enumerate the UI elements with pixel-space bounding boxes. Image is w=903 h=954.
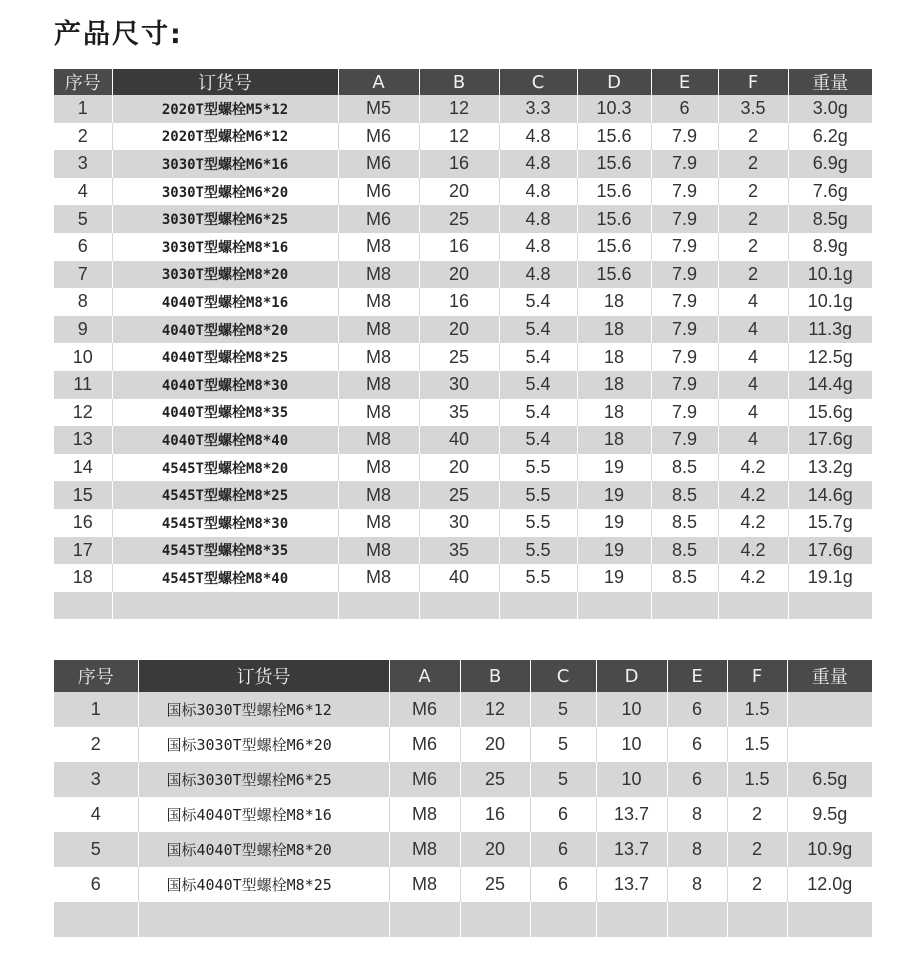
cell-d: 18: [577, 316, 651, 344]
cell-weight: 17.6g: [788, 537, 872, 565]
cell-a: M8: [338, 233, 419, 261]
cell-weight: 19.1g: [788, 564, 872, 592]
cell-e: [651, 592, 718, 620]
cell-e: 7.9: [651, 316, 718, 344]
cell-d: [577, 592, 651, 620]
header-no: 序号: [54, 69, 112, 95]
cell-d: [596, 902, 667, 937]
cell-d: 19: [577, 537, 651, 565]
header-order-code: 订货号: [138, 660, 389, 692]
cell-d: 19: [577, 509, 651, 537]
cell-b: 20: [460, 727, 530, 762]
cell-e: 8: [667, 867, 727, 902]
cell-c: 5.5: [499, 537, 577, 565]
cell-f: 4.2: [718, 454, 788, 482]
cell-e: 7.9: [651, 288, 718, 316]
cell-e: 8.5: [651, 509, 718, 537]
cell-f: 2: [718, 123, 788, 151]
cell-d: 13.7: [596, 797, 667, 832]
cell-weight: 9.5g: [787, 797, 872, 832]
header-d: D: [596, 660, 667, 692]
cell-a: M8: [338, 261, 419, 289]
cell-d: 15.6: [577, 205, 651, 233]
table-row: [54, 902, 872, 937]
cell-weight: 11.3g: [788, 316, 872, 344]
cell-b: 25: [460, 762, 530, 797]
cell-f: 2: [727, 797, 787, 832]
cell-order-code: 国标4040T型螺栓M8*20: [138, 832, 389, 867]
cell-a: M6: [338, 123, 419, 151]
cell-order-code: 3030T型螺栓M6*20: [112, 178, 338, 206]
header-b: B: [419, 69, 499, 95]
cell-f: 2: [718, 261, 788, 289]
cell-b: 20: [419, 316, 499, 344]
cell-d: 15.6: [577, 178, 651, 206]
cell-no: 1: [54, 95, 112, 123]
cell-d: 10.3: [577, 95, 651, 123]
cell-c: 5: [530, 727, 596, 762]
cell-b: 35: [419, 399, 499, 427]
cell-b: 25: [460, 867, 530, 902]
cell-no: 2: [54, 727, 138, 762]
table-row: [54, 288, 872, 316]
cell-f: 4: [718, 426, 788, 454]
cell-b: 35: [419, 537, 499, 565]
cell-no: [54, 592, 112, 620]
cell-b: 25: [419, 343, 499, 371]
cell-no: 4: [54, 797, 138, 832]
cell-c: [499, 592, 577, 620]
cell-e: 7.9: [651, 150, 718, 178]
cell-no: 17: [54, 537, 112, 565]
cell-no: 18: [54, 564, 112, 592]
cell-e: 7.9: [651, 371, 718, 399]
cell-e: 8: [667, 832, 727, 867]
cell-f: 4: [718, 288, 788, 316]
cell-d: 15.6: [577, 123, 651, 151]
table-row: [54, 692, 872, 727]
cell-f: 4: [718, 371, 788, 399]
cell-b: 16: [419, 233, 499, 261]
table-row: [54, 509, 872, 537]
cell-c: 5.4: [499, 288, 577, 316]
cell-weight: 15.6g: [788, 399, 872, 427]
cell-no: 5: [54, 205, 112, 233]
bolt-size-table: [54, 69, 872, 619]
table-row: [54, 832, 872, 867]
header-weight: 重量: [787, 660, 872, 692]
cell-e: 8.5: [651, 537, 718, 565]
cell-c: 4.8: [499, 150, 577, 178]
header-d: D: [577, 69, 651, 95]
cell-weight: 10.9g: [787, 832, 872, 867]
table-row: [54, 592, 872, 620]
cell-d: 10: [596, 727, 667, 762]
cell-d: 18: [577, 399, 651, 427]
cell-d: 15.6: [577, 233, 651, 261]
cell-no: [54, 902, 138, 937]
cell-c: 4.8: [499, 261, 577, 289]
cell-e: 8.5: [651, 564, 718, 592]
cell-d: 18: [577, 288, 651, 316]
cell-a: M8: [338, 509, 419, 537]
cell-weight: 17.6g: [788, 426, 872, 454]
header-b: B: [460, 660, 530, 692]
cell-order-code: 国标3030T型螺栓M6*12: [138, 692, 389, 727]
cell-a: M8: [338, 343, 419, 371]
cell-f: 2: [727, 832, 787, 867]
cell-a: M8: [338, 564, 419, 592]
cell-e: 6: [667, 692, 727, 727]
header-f: F: [718, 69, 788, 95]
cell-e: 7.9: [651, 205, 718, 233]
table-row: [54, 123, 872, 151]
cell-f: 4.2: [718, 481, 788, 509]
cell-weight: 15.7g: [788, 509, 872, 537]
cell-weight: 6.5g: [787, 762, 872, 797]
cell-no: 6: [54, 233, 112, 261]
cell-f: 2: [718, 233, 788, 261]
cell-f: 1.5: [727, 727, 787, 762]
cell-d: 18: [577, 343, 651, 371]
cell-b: 30: [419, 509, 499, 537]
cell-c: 5.4: [499, 371, 577, 399]
header-e: E: [667, 660, 727, 692]
cell-no: 2: [54, 123, 112, 151]
cell-a: M6: [338, 150, 419, 178]
cell-order-code: 国标4040T型螺栓M8*25: [138, 867, 389, 902]
cell-order-code: [112, 592, 338, 620]
cell-b: 30: [419, 371, 499, 399]
table-header-row: [54, 69, 872, 95]
page-title: 产品尺寸:: [54, 19, 183, 50]
cell-no: 9: [54, 316, 112, 344]
cell-a: M6: [389, 727, 460, 762]
cell-f: 4.2: [718, 537, 788, 565]
table-row: [54, 867, 872, 902]
cell-a: M6: [338, 205, 419, 233]
cell-b: 12: [419, 95, 499, 123]
cell-weight: [787, 902, 872, 937]
header-c: C: [530, 660, 596, 692]
cell-a: M8: [338, 426, 419, 454]
cell-weight: 14.4g: [788, 371, 872, 399]
cell-no: 10: [54, 343, 112, 371]
cell-order-code: 国标3030T型螺栓M6*20: [138, 727, 389, 762]
cell-order-code: 4040T型螺栓M8*30: [112, 371, 338, 399]
table-row: [54, 178, 872, 206]
cell-b: 12: [460, 692, 530, 727]
cell-f: 4: [718, 343, 788, 371]
table-row: [54, 261, 872, 289]
cell-a: [338, 592, 419, 620]
table-row: [54, 762, 872, 797]
cell-a: M6: [338, 178, 419, 206]
cell-order-code: 2020T型螺栓M5*12: [112, 95, 338, 123]
cell-b: 16: [419, 288, 499, 316]
cell-e: 7.9: [651, 399, 718, 427]
cell-e: 6: [651, 95, 718, 123]
cell-order-code: 3030T型螺栓M6*25: [112, 205, 338, 233]
cell-f: 4.2: [718, 564, 788, 592]
cell-weight: 6.2g: [788, 123, 872, 151]
cell-c: 5.5: [499, 564, 577, 592]
table-row: [54, 95, 872, 123]
cell-weight: 10.1g: [788, 261, 872, 289]
cell-a: M8: [338, 371, 419, 399]
cell-weight: 8.9g: [788, 233, 872, 261]
cell-no: 3: [54, 762, 138, 797]
cell-c: 4.8: [499, 123, 577, 151]
cell-a: M8: [338, 454, 419, 482]
cell-c: 5.5: [499, 481, 577, 509]
cell-no: 13: [54, 426, 112, 454]
cell-weight: 10.1g: [788, 288, 872, 316]
cell-e: 8.5: [651, 481, 718, 509]
cell-e: 7.9: [651, 123, 718, 151]
header-a: A: [338, 69, 419, 95]
cell-weight: [787, 727, 872, 762]
cell-weight: 8.5g: [788, 205, 872, 233]
cell-e: 7.9: [651, 233, 718, 261]
cell-f: 1.5: [727, 692, 787, 727]
cell-a: M8: [338, 288, 419, 316]
cell-weight: 3.0g: [788, 95, 872, 123]
cell-b: 40: [419, 564, 499, 592]
cell-b: [460, 902, 530, 937]
cell-c: 5.5: [499, 454, 577, 482]
cell-c: 5.4: [499, 399, 577, 427]
cell-order-code: 3030T型螺栓M6*16: [112, 150, 338, 178]
table-row: [54, 454, 872, 482]
cell-order-code: 4545T型螺栓M8*40: [112, 564, 338, 592]
cell-no: 6: [54, 867, 138, 902]
header-a: A: [389, 660, 460, 692]
cell-e: 6: [667, 762, 727, 797]
cell-a: M6: [389, 762, 460, 797]
table-row: [54, 481, 872, 509]
cell-weight: 7.6g: [788, 178, 872, 206]
cell-c: 4.8: [499, 205, 577, 233]
cell-no: 11: [54, 371, 112, 399]
cell-b: 12: [419, 123, 499, 151]
cell-a: M8: [338, 316, 419, 344]
cell-b: 25: [419, 481, 499, 509]
cell-weight: 13.2g: [788, 454, 872, 482]
cell-f: 2: [718, 150, 788, 178]
cell-c: 5.4: [499, 343, 577, 371]
table-row: [54, 150, 872, 178]
cell-weight: [788, 592, 872, 620]
cell-e: 8: [667, 797, 727, 832]
cell-c: 4.8: [499, 233, 577, 261]
cell-no: 15: [54, 481, 112, 509]
cell-order-code: 3030T型螺栓M8*20: [112, 261, 338, 289]
cell-b: 20: [419, 178, 499, 206]
cell-f: 3.5: [718, 95, 788, 123]
cell-order-code: 4040T型螺栓M8*25: [112, 343, 338, 371]
cell-order-code: 4040T型螺栓M8*20: [112, 316, 338, 344]
cell-order-code: 4040T型螺栓M8*35: [112, 399, 338, 427]
cell-f: 4: [718, 399, 788, 427]
cell-weight: 12.5g: [788, 343, 872, 371]
table-row: [54, 537, 872, 565]
cell-c: 5.5: [499, 509, 577, 537]
cell-d: 10: [596, 692, 667, 727]
header-c: C: [499, 69, 577, 95]
cell-c: 4.8: [499, 178, 577, 206]
cell-order-code: 4545T型螺栓M8*25: [112, 481, 338, 509]
table-row: [54, 399, 872, 427]
table-header-row: [54, 660, 872, 692]
cell-d: 10: [596, 762, 667, 797]
cell-a: [389, 902, 460, 937]
cell-e: 7.9: [651, 343, 718, 371]
cell-weight: 14.6g: [788, 481, 872, 509]
table-row: [54, 343, 872, 371]
table-row: [54, 426, 872, 454]
cell-d: 18: [577, 426, 651, 454]
gb-bolt-size-table: [54, 660, 872, 937]
cell-b: 20: [419, 261, 499, 289]
header-order-code: 订货号: [112, 69, 338, 95]
header-f: F: [727, 660, 787, 692]
cell-no: 16: [54, 509, 112, 537]
cell-e: 7.9: [651, 178, 718, 206]
cell-no: 12: [54, 399, 112, 427]
cell-a: M8: [338, 399, 419, 427]
cell-e: 7.9: [651, 261, 718, 289]
cell-b: 20: [460, 832, 530, 867]
cell-d: 15.6: [577, 150, 651, 178]
cell-c: 3.3: [499, 95, 577, 123]
cell-b: [419, 592, 499, 620]
cell-order-code: 4040T型螺栓M8*40: [112, 426, 338, 454]
header-no: 序号: [54, 660, 138, 692]
cell-d: 15.6: [577, 261, 651, 289]
cell-e: 8.5: [651, 454, 718, 482]
table-row: [54, 316, 872, 344]
cell-f: 2: [727, 867, 787, 902]
cell-c: 5.4: [499, 316, 577, 344]
cell-d: 18: [577, 371, 651, 399]
cell-order-code: 4545T型螺栓M8*20: [112, 454, 338, 482]
table-row: [54, 797, 872, 832]
cell-no: 4: [54, 178, 112, 206]
cell-c: [530, 902, 596, 937]
cell-no: 14: [54, 454, 112, 482]
cell-b: 16: [460, 797, 530, 832]
table-row: [54, 205, 872, 233]
cell-d: 13.7: [596, 832, 667, 867]
cell-c: 5: [530, 762, 596, 797]
cell-c: 5.4: [499, 426, 577, 454]
cell-d: 19: [577, 564, 651, 592]
cell-order-code: [138, 902, 389, 937]
cell-f: 4.2: [718, 509, 788, 537]
cell-order-code: 4040T型螺栓M8*16: [112, 288, 338, 316]
cell-a: M8: [389, 867, 460, 902]
header-e: E: [651, 69, 718, 95]
cell-order-code: 4545T型螺栓M8*30: [112, 509, 338, 537]
cell-f: 1.5: [727, 762, 787, 797]
table-row: [54, 564, 872, 592]
cell-no: 8: [54, 288, 112, 316]
cell-e: 6: [667, 727, 727, 762]
cell-e: [667, 902, 727, 937]
cell-order-code: 4545T型螺栓M8*35: [112, 537, 338, 565]
cell-b: 40: [419, 426, 499, 454]
cell-a: M8: [389, 797, 460, 832]
cell-d: 13.7: [596, 867, 667, 902]
cell-a: M8: [338, 481, 419, 509]
cell-c: 6: [530, 867, 596, 902]
cell-no: 7: [54, 261, 112, 289]
cell-order-code: 国标3030T型螺栓M6*25: [138, 762, 389, 797]
table-row: [54, 371, 872, 399]
cell-a: M8: [338, 537, 419, 565]
cell-d: 19: [577, 454, 651, 482]
table-row: [54, 233, 872, 261]
cell-d: 19: [577, 481, 651, 509]
cell-weight: [787, 692, 872, 727]
cell-f: 2: [718, 178, 788, 206]
cell-c: 6: [530, 832, 596, 867]
cell-f: [718, 592, 788, 620]
cell-order-code: 国标4040T型螺栓M8*16: [138, 797, 389, 832]
cell-no: 1: [54, 692, 138, 727]
cell-a: M8: [389, 832, 460, 867]
cell-c: 6: [530, 797, 596, 832]
cell-b: 20: [419, 454, 499, 482]
cell-f: 2: [718, 205, 788, 233]
cell-no: 3: [54, 150, 112, 178]
cell-no: 5: [54, 832, 138, 867]
cell-f: [727, 902, 787, 937]
cell-order-code: 2020T型螺栓M6*12: [112, 123, 338, 151]
cell-b: 25: [419, 205, 499, 233]
header-weight: 重量: [788, 69, 872, 95]
cell-c: 5: [530, 692, 596, 727]
cell-weight: 12.0g: [787, 867, 872, 902]
cell-f: 4: [718, 316, 788, 344]
cell-order-code: 3030T型螺栓M8*16: [112, 233, 338, 261]
cell-a: M6: [389, 692, 460, 727]
cell-b: 16: [419, 150, 499, 178]
cell-a: M5: [338, 95, 419, 123]
cell-weight: 6.9g: [788, 150, 872, 178]
table-row: [54, 727, 872, 762]
cell-e: 7.9: [651, 426, 718, 454]
